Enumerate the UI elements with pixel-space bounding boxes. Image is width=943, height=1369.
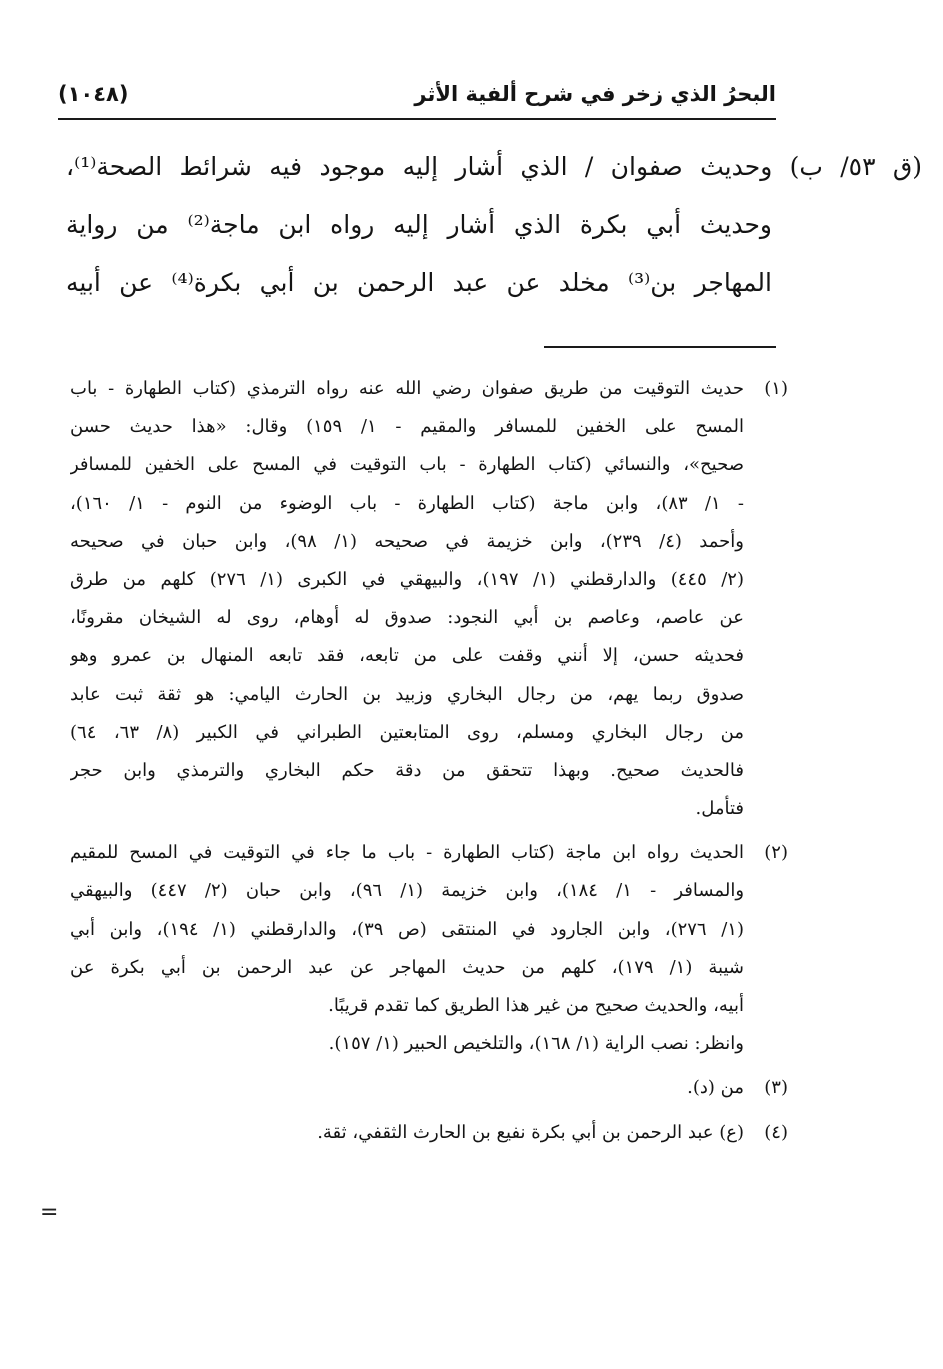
footnote-number: (٣) — [764, 1077, 788, 1099]
footnote-line: وأحمد (٤/ ٢٣٩)، وابن خزيمة في صحيحه (١/ ٩٨)، وابن حبان في صحيحه — [70, 530, 744, 552]
footnote-line: (ع) عبد الرحمن بن أبي بكرة نفيع بن الحارث الثقفي، ثقة. — [317, 1121, 744, 1143]
running-header — [58, 80, 776, 120]
footnote-line: فالحديث صحيح. وبهذا تتحقق من دقة حكم البخاري والترمذي وابن حجر — [70, 759, 744, 781]
footnote-4 — [70, 1114, 788, 1152]
footnote-line: من (د). — [687, 1077, 744, 1099]
footnote-line: (٢/ ٤٤٥) والدارقطني (١/ ١٩٧)، والبيهقي في الكبرى (١/ ٢٧٦) كلهم من طرق — [70, 568, 744, 590]
header-title: البحرُ الذي زخر في شرح ألفية الأثر — [414, 82, 776, 106]
page-number: (١٠٤٨) — [58, 82, 129, 106]
footnote-number: (٤) — [764, 1121, 788, 1143]
footnote-line: من رجال البخاري ومسلم، روى المتابعتين الطبراني في الكبير (٨/ ٦٣، ٦٤) — [70, 721, 744, 743]
footnote-line: أبيه، والحديث صحيح من غير هذا الطريق كما تقدم قريبًا. — [328, 995, 744, 1016]
footnote-number: (١) — [764, 378, 788, 399]
continuation-mark: = — [40, 1200, 59, 1225]
footnote-1 — [70, 370, 788, 828]
footnote-line: فحديثه حسن، إلا أنني وقفت على من تابعه، فقد تابعه المنهال بن عمرو وهو — [70, 645, 744, 667]
footnote-number: (٢) — [764, 842, 788, 864]
main-text-line: (ق ٥٣/ ب) وحديث صفوان / الذي أشار إليه موجود فيه شرائط الصحة⁽¹⁾، — [66, 152, 922, 181]
main-text-line: المهاجر بن⁽³⁾ مخلد عن عبد الرحمن بن أبي بكرة⁽⁴⁾ عن أبيه — [66, 268, 772, 297]
footnote-line: الحديث رواه ابن ماجة (كتاب الطهارة - باب ما جاء في التوقيت في المسح للمقيم — [70, 842, 744, 864]
footnote-line: صحيح»، والنسائي (كتاب الطهارة - باب التوقيت في المسح على الخفين للمسافر — [70, 454, 744, 476]
footnotes — [70, 370, 788, 1158]
footnote-line: والمسافر - ١/ ١٨٤)، وابن خزيمة (١/ ٩٦)، وابن حبان (٢/ ٤٤٧) والبيهقي — [70, 880, 744, 902]
main-text — [66, 138, 922, 312]
footnote-line: عن عاصم، وعاصم بن أبي النجود: صدوق له أوهام، روى له الشيخان مقرونًا، — [70, 607, 744, 629]
footnote-line: حديث التوقيت من طريق صفوان رضي الله عنه رواه الترمذي (كتاب الطهارة - باب — [70, 378, 744, 399]
footnote-line: شيبة (١/ ١٧٩)، كلهم من حديث المهاجر عن عبد الرحمن بن أبي بكرة عن — [70, 956, 744, 978]
footnote-3 — [70, 1069, 788, 1107]
footnote-2 — [70, 834, 788, 1063]
footnote-line: - ١/ ٨٣)، وابن ماجة (كتاب الطهارة - باب الوضوء من النوم - ١/ ١٦٠)، — [70, 492, 744, 514]
footnote-line: صدوق ربما يهم، من رجال البخاري وزبيد بن الحارث اليامي: هو ثقة ثبت عابد — [70, 683, 744, 705]
header-rule — [58, 118, 776, 120]
footnote-line: المسح على الخفين للمسافر والمقيم - ١/ ١٥٩) وقال: «هذا حديث حسن — [70, 416, 744, 438]
footnote-line: (١/ ٢٧٦)، وابن الجارود في المنتقى (ص ٣٩)، والدارقطني (١/ ١٩٤)، وابن أبي — [70, 918, 744, 940]
footnote-line: فتأمل. — [695, 798, 744, 820]
footnote-line: وانظر: نصب الراية (١/ ١٦٨)، والتلخيص الحبير (١/ ١٥٧). — [328, 1033, 744, 1055]
main-text-line: وحديث أبي بكرة الذي أشار إليه رواه ابن ماجة⁽²⁾ من رواية — [66, 210, 772, 239]
footnote-separator — [544, 346, 776, 348]
